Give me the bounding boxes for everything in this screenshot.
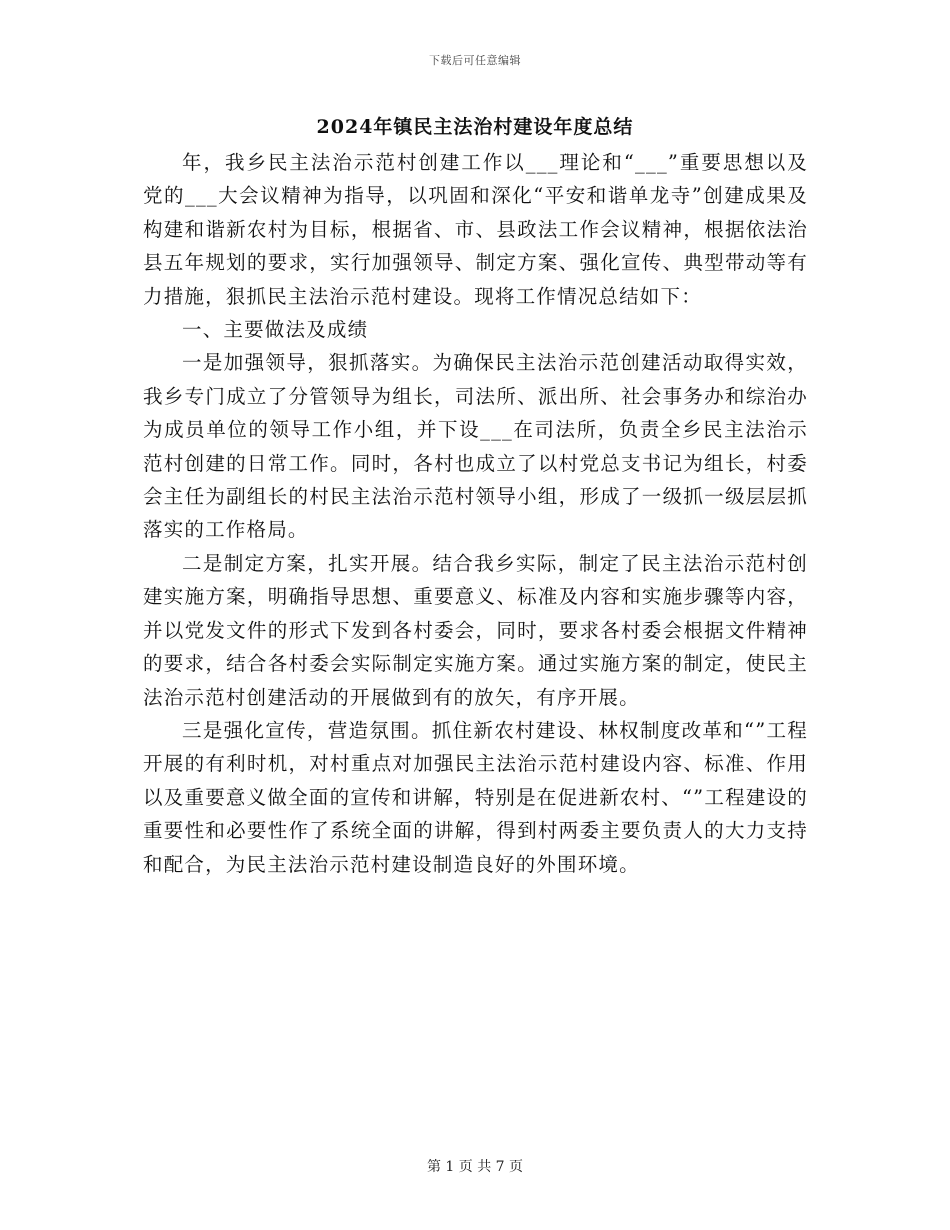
section-heading: 一、主要做法及成绩	[182, 318, 369, 342]
document-title: 2024年镇民主法治村建设年度总结	[316, 116, 634, 138]
document-body	[143, 146, 808, 881]
header-note: 下载后可任意编辑	[429, 54, 521, 67]
paragraph-intro: 年，我乡民主法治示范村创建工作以___理论和“___”重要思想以及党的___大会议精神为指导，以巩固和深化“平安和谐单龙寺”创建成果及构建和谐新农村为目标，根据省、市、县政法工作会议精神，根据依法治县五年规划的要求，实行加强领导、制定方案、强化宣传、典型带动等有力措施，狠抓民主法治示范村建设。现将工作情况总结如下：	[143, 151, 808, 308]
paragraph-plan: 二是制定方案，扎实开展。结合我乡实际，制定了民主法治示范村创建实施方案，明确指导思想、重要意义、标准及内容和实施步骤等内容，并以党发文件的形式下发到各村委会，同时，要求各村委会根据文件精神的要求，结合各村委会实际制定实施方案。通过实施方案的制定，使民主法治示范村创建活动的开展做到有的放矢，有序开展。	[143, 551, 808, 709]
paragraph-publicity: 三是强化宣传，营造氛围。抓住新农村建设、林权制度改革和“”工程开展的有利时机，对村重点对加强民主法治示范村建设内容、标准、作用以及重要意义做全面的宣传和讲解，特别是在促进新农村、“”工程建设的重要性和必要性作了系统全面的讲解，得到村两委主要负责人的大力支持和配合，为民主法治示范村建设制造良好的外围环境。	[143, 718, 808, 876]
page-number: 第 1 页 共 7 页	[426, 1159, 524, 1175]
paragraph-leadership: 一是加强领导，狠抓落实。为确保民主法治示范创建活动取得实效，我乡专门成立了分管领导为组长，司法所、派出所、社会事务办和综治办为成员单位的领导工作小组，并下设___在司法所，负责全乡民主法治示范村创建的日常工作。同时，各村也成立了以村党总支书记为组长，村委会主任为副组长的村民主法治示范村领导小组，形成了一级抓一级层层抓落实的工作格局。	[143, 351, 808, 542]
